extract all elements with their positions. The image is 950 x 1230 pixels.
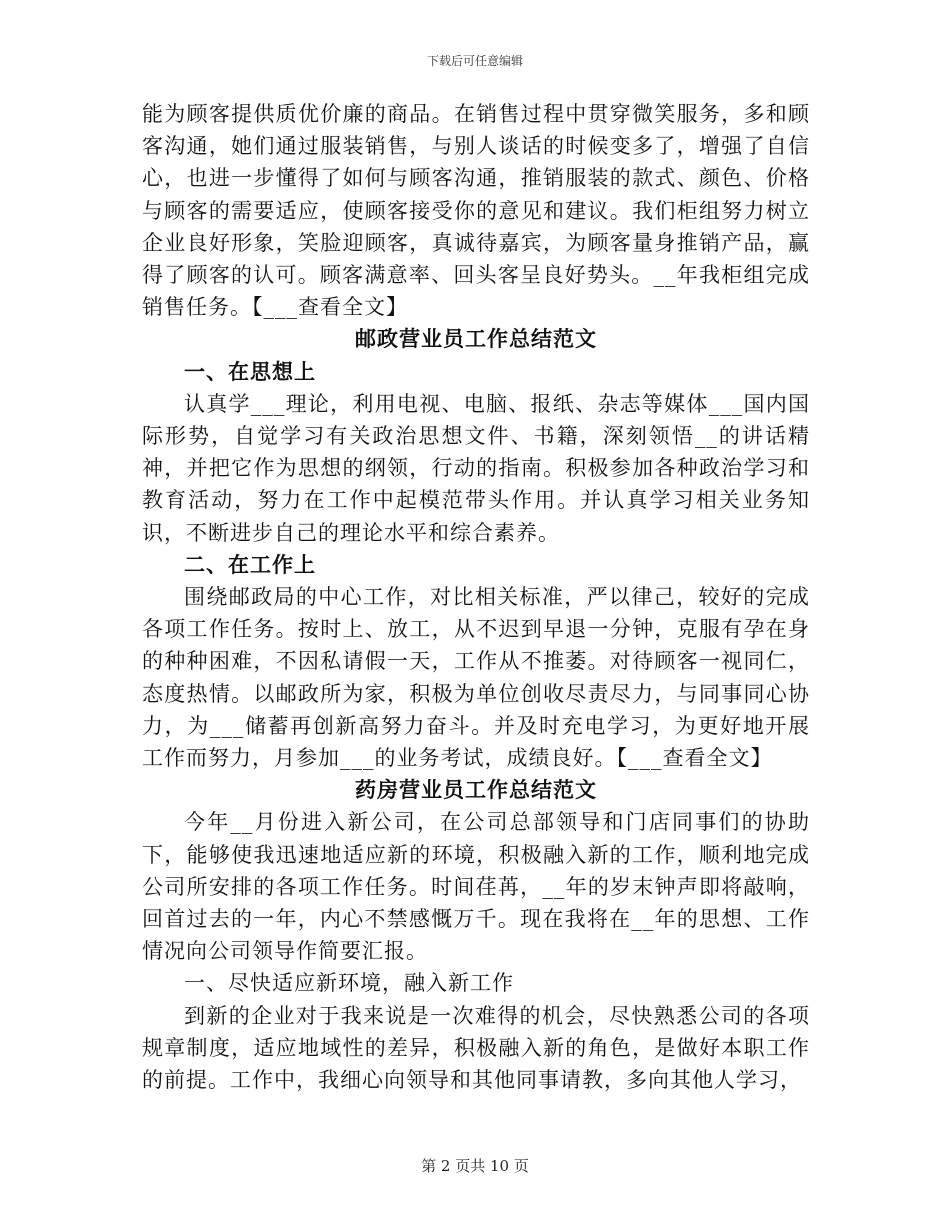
section-heading: 二、在工作上 [184, 551, 316, 577]
paragraph: 围绕邮政局的中心工作，对比相关标准，严以律己，较好的完成各项工作任务。按时上、放工，从不迟到早退一分钟，克服有孕在身的种种困难，不因私请假一天，工作从不推萎。对待顾客一视同仁，态度热情。以邮政所为家，积极为单位创收尽责尽力，与同事同心协力，为___储蓄再创新高努力奋斗。并及时充电学习，为更好地开展工作而努力，月参加___的业务考试，成绩良好。【___查看全文】 [142, 585, 810, 771]
document-body [142, 98, 810, 1096]
paragraph: 今年__月份进入新公司，在公司总部领导和门店同事们的协助下，能够使我迅速地适应新的环境，积极融入新的工作，顺利地完成公司所安排的各项工作任务。时间荏苒，__年的岁末钟声即将敲响，回首过去的一年，内心不禁感慨万千。现在我将在__年的思想、工作情况向公司领导作简要汇报。 [142, 810, 810, 964]
page-header: 下载后可任意编辑 [426, 54, 523, 68]
section-title: 邮政营业员工作总结范文 [355, 326, 597, 352]
paragraph: 认真学___理论，利用电视、电脑、报纸、杂志等媒体___国内国际形势，自觉学习有关政治思想文件、书籍，深刻领悟__的讲话精神，并把它作为思想的纲领，行动的指南。积极参加各种政治学习和教育活动，努力在工作中起模范带头作用。并认真学习相关业务知识，不断进步自己的理论水平和综合素养。 [142, 391, 810, 545]
paragraph: 到新的企业对于我来说是一次难得的机会，尽快熟悉公司的各项规章制度，适应地域性的差异，积极融入新的角色，是做好本职工作的前提。工作中，我细心向领导和其他同事请教，多向其他人学习， [142, 1003, 810, 1093]
section-heading: 一、在思想上 [184, 358, 316, 384]
paragraph: 能为顾客提供质优价廉的商品。在销售过程中贯穿微笑服务，多和顾客沟通，她们通过服装销售，与别人谈话的时候变多了，增强了自信心，也进一步懂得了如何与顾客沟通，推销服装的款式、颜色、价格与顾客的需要适应，使顾客接受你的意见和建议。我们柜组努力树立企业良好形象，笑脸迎顾客，真诚待嘉宾，为顾客量身推销产品，赢得了顾客的认可。顾客满意率、回头客呈良好势头。__年我柜组完成销售任务。【___查看全文】 [142, 102, 810, 320]
subheading: 一、尽快适应新环境，融入新工作 [184, 971, 514, 996]
page-footer: 第 2 页共 10 页 [421, 1157, 529, 1175]
section-title: 药房营业员工作总结范文 [355, 777, 597, 803]
